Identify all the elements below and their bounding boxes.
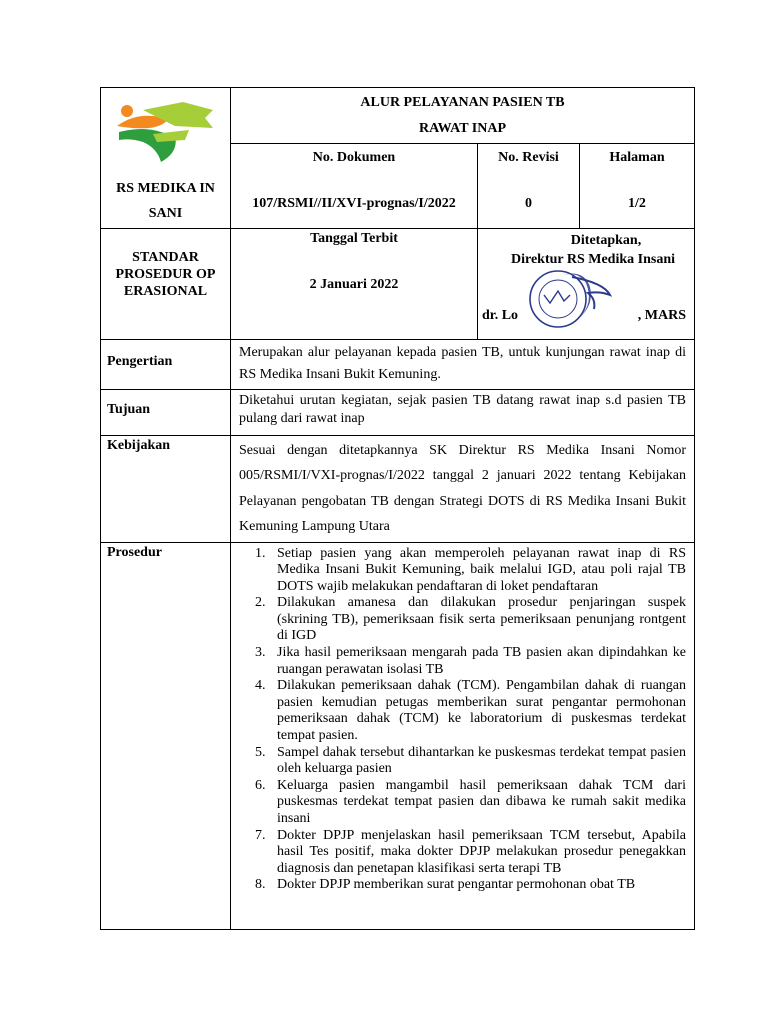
- kebijakan-text: Sesuai dengan ditetapkannya SK Direktur RS Medika Insani Nomor 005/RSMI/I/VXI-prognas/I/2022 tanggal 2 januari 2022 tentang Kebijakan Pelayanan pengobatan TB dengan Strategi DOTS di RS Medika Insani Bukit Kemuning Lampung Utara: [231, 435, 695, 542]
- signer-prefix: dr. Lo: [482, 307, 519, 323]
- tujuan-label: Tujuan: [101, 389, 231, 435]
- prosedur-item: Dilakukan pemeriksaan dahak (TCM). Pengambilan dahak di ruangan pasien kemudian petugas memberikan surat pengantar permohonan pemeriksaan dahak (TCM) ke laboratorium di puskesmas terdekat tempat pasien.: [277, 678, 686, 744]
- prosedur-item: Setiap pasien yang akan memperoleh pelayanan rawat inap di RS Medika Insani Bukit Kemuning, baik melalui IGD, atau poli rajal TB DOTS wajib melakukan pendaftaran di loket pendaftaran: [277, 545, 686, 594]
- hospital-logo-cell: [101, 88, 231, 229]
- signer-name: [478, 306, 694, 326]
- issue-date-value: 2 Januari 2022: [309, 276, 399, 292]
- sop-title-line3: ERASIONAL: [123, 283, 208, 299]
- page-value: 1/2: [580, 172, 695, 228]
- prosedur-item: Sampel dahak tersebut dihantarkan ke puskesmas terdekat tempat pasien oleh keluarga pasien: [277, 744, 686, 777]
- sop-title-line1: STANDAR: [132, 249, 199, 265]
- doc-no-label: No. Dokumen: [231, 144, 478, 173]
- sop-title-line2: PROSEDUR OP: [115, 266, 216, 282]
- sop-document-table: [100, 87, 695, 930]
- revision-label: No. Revisi: [478, 144, 580, 173]
- signer-suffix: , MARS: [637, 307, 686, 323]
- prosedur-item: Dokter DPJP menjelaskan hasil pemeriksaan TCM tersebut, Apabila hasil Tes positif, maka dokter DPJP melakukan prosedur penegakkan diagnosis dan penetapan klasifikasi serta terapi TB: [277, 827, 686, 876]
- kebijakan-label: Kebijakan: [101, 435, 231, 542]
- prosedur-item: Jika hasil pemeriksaan mengarah pada TB pasien akan dipindahkan ke ruangan perawatan isolasi TB: [277, 645, 686, 677]
- approval-line1: Ditetapkan,: [570, 232, 642, 248]
- pengertian-text: Merupakan alur pelayanan kepada pasien TB, untuk kunjungan rawat inap di RS Medika Insani Bukit Kemuning.: [231, 339, 695, 389]
- document-title-cell: [231, 88, 695, 144]
- approval-line2: Direktur RS Medika Insani: [510, 251, 675, 267]
- hospital-name-line1: RS MEDIKA IN: [116, 181, 215, 196]
- issue-date-cell: [231, 228, 478, 339]
- page-label: Halaman: [580, 144, 695, 173]
- tujuan-text: Diketahui urutan kegiatan, sejak pasien TB datang rawat inap s.d pasien TB pulang dari rawat inap: [231, 389, 695, 435]
- hospital-logo-icon: [113, 96, 213, 168]
- doc-no-value: 107/RSMI//II/XVI-prognas/I/2022: [231, 172, 478, 228]
- prosedur-cell: [231, 542, 695, 929]
- sop-title-cell: [101, 228, 231, 339]
- document-title-line1: ALUR PELAYANAN PASIEN TB: [360, 95, 565, 110]
- hospital-name: [101, 176, 230, 226]
- prosedur-item: Keluarga pasien mangambil hasil pemeriksaan dahak TCM dari puskesmas terdekat tempat pasien dan dibawa ke rumah sakit medika insani: [277, 777, 686, 826]
- pengertian-label: Pengertian: [101, 339, 231, 389]
- hospital-name-line2: SANI: [148, 206, 183, 221]
- revision-value: 0: [478, 172, 580, 228]
- prosedur-item: Dilakukan amanesa dan dilakukan prosedur penjaringan suspek (skrining TB), pemeriksaan fisik serta pemeriksaan penunjang rontgent di IGD: [277, 595, 686, 644]
- approval-cell: [478, 228, 695, 339]
- prosedur-label: Prosedur: [101, 542, 231, 929]
- prosedur-list: [231, 546, 694, 894]
- prosedur-item: Dokter DPJP memberikan surat pengantar permohonan obat TB: [277, 877, 636, 893]
- issue-date-label: Tanggal Terbit: [310, 230, 398, 246]
- document-title-line2: RAWAT INAP: [419, 121, 506, 136]
